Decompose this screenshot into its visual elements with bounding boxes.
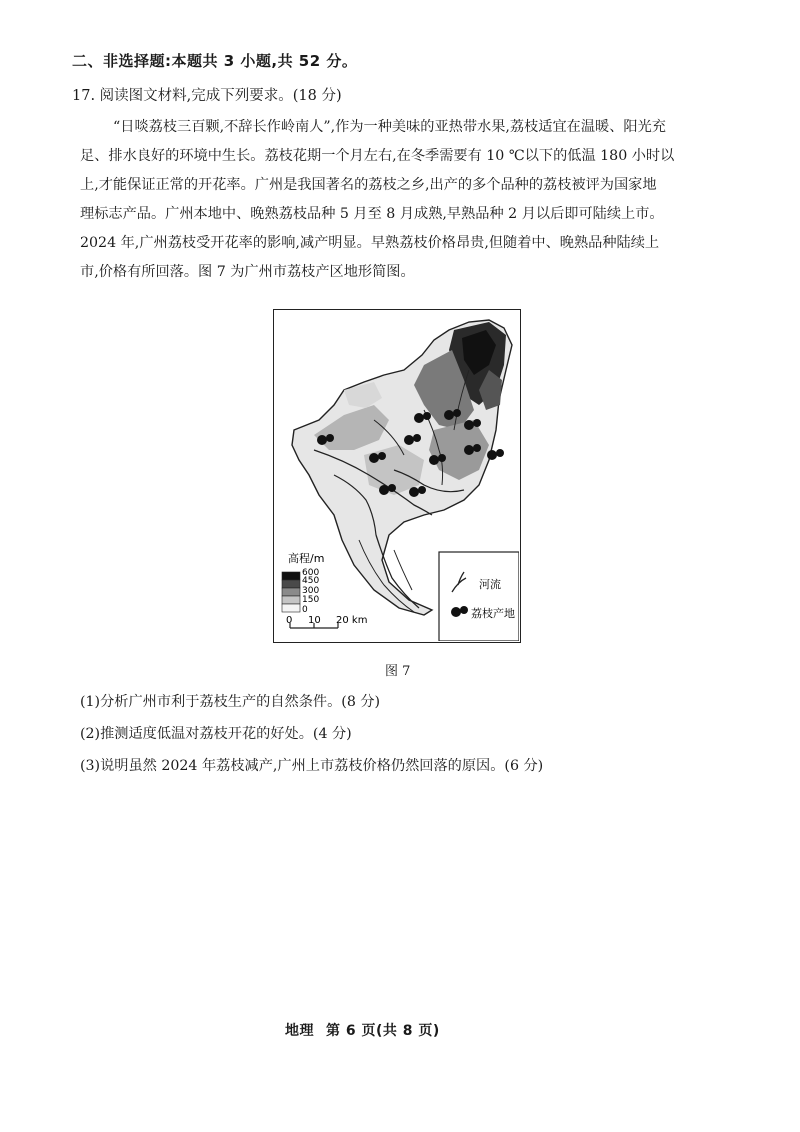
question-passage: [80, 113, 720, 287]
sub-question-1: (1)分析广州市利于荔枝生产的自然条件。(8 分): [80, 694, 381, 710]
scale-tick: 10: [308, 615, 321, 626]
scale-tick: 0: [286, 615, 293, 626]
passage-line: 2024 年,广州荔枝受开花率的影响,减产明显。早熟荔枝价格昂贵,但随着中、晚熟品种陆续上: [80, 235, 660, 251]
section-heading: 二、非选择题:本题共 3 小题,共 52 分。: [72, 52, 358, 70]
legend-lychee-label: 荔枝产地: [471, 607, 515, 620]
figure-caption: 图 7: [385, 664, 411, 679]
elevation-level: 300: [302, 586, 320, 596]
footer-subject: 地理: [285, 1023, 314, 1039]
footer-page-number: 第 6 页(共 8 页): [326, 1023, 440, 1039]
passage-line: 上,才能保证正常的开花率。广州是我国著名的荔枝之乡,出产的多个品种的荔枝被评为国家地: [80, 177, 657, 193]
question-title: 17. 阅读图文材料,完成下列要求。(18 分): [72, 88, 342, 104]
scale-tick: 20 km: [336, 615, 368, 626]
elevation-level: 150: [302, 595, 320, 605]
passage-line: 理标志产品。广州本地中、晚熟荔枝品种 5 月至 8 月成熟,早熟品种 2 月以后即可陆续上市。: [80, 206, 664, 222]
legend-box: [439, 552, 519, 641]
terrain-map-figure: [273, 309, 521, 643]
passage-line: 足、排水良好的环境中生长。荔枝花期一个月左右,在冬季需要有 10 ℃以下的低温 180 小时以: [80, 148, 675, 164]
elevation-level: 450: [302, 576, 320, 586]
passage-line: 市,价格有所回落。图 7 为广州市荔枝产区地形简图。: [80, 264, 415, 280]
passage-line: “日啖荔枝三百颗,不辞长作岭南人”,作为一种美味的亚热带水果,荔枝适宜在温暖、阳光充: [113, 119, 666, 135]
sub-question-3: (3)说明虽然 2024 年荔枝减产,广州上市荔枝价格仍然回落的原因。(6 分): [80, 758, 544, 774]
elevation-level: 0: [302, 605, 308, 615]
sub-question-2: (2)推测适度低温对荔枝开花的好处。(4 分): [80, 726, 352, 742]
terrain-map: [274, 310, 519, 641]
elevation-title: 高程/m: [288, 552, 325, 565]
elevation-level: 600: [302, 568, 320, 578]
legend-river-label: 河流: [479, 578, 501, 591]
elevation-swatches: [282, 572, 300, 612]
page-footer: [285, 1020, 452, 1040]
